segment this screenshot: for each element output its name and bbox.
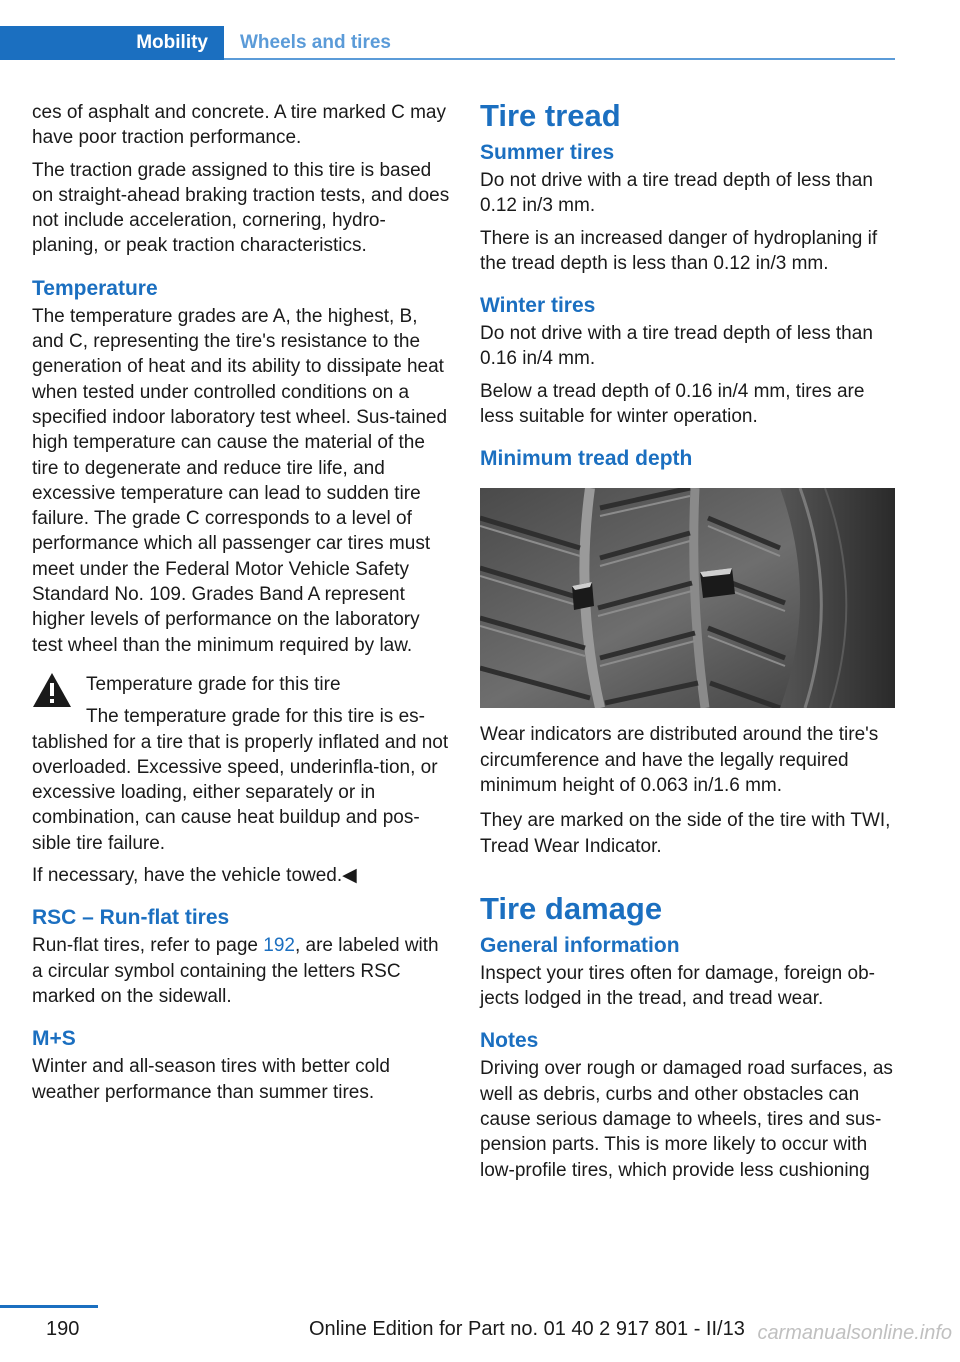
paragraph: Driving over rough or damaged road surfaces, as well as debris, curbs and other obstacles can cause serious damage to wheels, tires and sus‐pension parts. This is more likely to occur with low-profile tires, which provide less cushioning <box>480 1058 893 1181</box>
paragraph: ces of asphalt and concrete. A tire marked C may have poor traction performance. <box>32 102 446 149</box>
heading-tire-tread: Tire tread <box>480 98 621 133</box>
paragraph: There is an increased danger of hydroplaning if the tread depth is less than 0.12 in/3 mm. <box>480 227 878 274</box>
tire-tread-image <box>480 488 895 708</box>
right-column <box>480 100 898 1190</box>
paragraph: Winter and all-season tires with better cold weather performance than summer tires. <box>32 1056 390 1103</box>
warning-triangle-icon <box>32 672 72 708</box>
left-column <box>32 100 450 1112</box>
paragraph: The temperature grades are A, the highest, B, and C, representing the tire's resistance to the generation of heat and its ability to dissipate heat when tested under controlled conditions on a specified indoor laboratory test wheel. Sus‐tained high temperature can cause the material of the tire to degenerate and reduce tire life, and excessive temperature can lead to sudden tire failure. The grade C corresponds to a level of performance which all passenger car tires must meet under the Federal Motor Vehicle Safety Standard No. 109. Grades Band A represent higher levels of performance on the laboratory test wheel than the minimum required by law. <box>32 305 448 656</box>
section-tab[interactable]: Mobility <box>0 26 224 60</box>
heading-rsc: RSC – Run-flat tires <box>32 906 230 930</box>
paragraph-rsc <box>32 933 450 1009</box>
warning-end: If necessary, have the vehicle towed.◀ <box>32 865 357 887</box>
chapter-tab[interactable]: Wheels and tires <box>240 32 391 53</box>
heading-winter-tires: Winter tires <box>480 294 596 318</box>
warning-title: Temperature grade for this tire <box>86 673 341 695</box>
header-rule <box>224 58 895 60</box>
heading-notes: Notes <box>480 1029 539 1053</box>
page-link[interactable]: 192 <box>263 935 295 957</box>
footer-rule <box>0 1305 98 1308</box>
watermark: carmanualsonline.info <box>757 1322 952 1344</box>
heading-temperature: Temperature <box>32 276 158 300</box>
warning-note <box>32 672 450 888</box>
warning-body: tablished for a tire that is properly inflated and not overloaded. Excessive speed, underinfla‐tion, or excessive loading, either separately or in combination, can cause heat buildup and pos‐sible tire failure. <box>32 731 449 854</box>
paragraph: They are marked on the side of the tire with TWI, Tread Wear Indicator. <box>480 810 891 857</box>
page-number: 190 <box>46 1318 80 1340</box>
edition-text: Online Edition for Part no. 01 40 2 917 801 - II/13 <box>309 1318 745 1340</box>
rsc-text-pre: Run-flat tires, refer to page <box>32 935 264 957</box>
warning-body-lead: The temperature grade for this tire is es‐ <box>86 706 425 728</box>
rsc-text-post: , are labeled with a circular symbol containing the letters RSC marked on the sidewall. <box>32 935 439 1007</box>
heading-tire-damage: Tire damage <box>480 890 663 926</box>
heading-minimum-tread-depth: Minimum tread depth <box>480 447 693 471</box>
heading-general-information: General information <box>480 933 680 957</box>
heading-summer-tires: Summer tires <box>480 141 615 164</box>
paragraph: Below a tread depth of 0.16 in/4 mm, tires are less suitable for winter operation. <box>480 380 865 428</box>
paragraph: Do not drive with a tire tread depth of less than 0.12 in/3 mm. <box>480 170 873 217</box>
paragraph: The traction grade assigned to this tire is based on straight-ahead braking traction tests, and does not include acceleration, cornering, hydro‐planing, or peak traction characteristics. <box>32 159 450 257</box>
page-header <box>0 26 895 62</box>
paragraph: Do not drive with a tire tread depth of less than 0.16 in/4 mm. <box>480 323 873 370</box>
paragraph: Wear indicators are distributed around the tire's circumference and have the legally required minimum height of 0.063 in/1.6 mm. <box>480 724 879 796</box>
heading-ms: M+S <box>32 1027 76 1051</box>
paragraph: Inspect your tires often for damage, foreign ob‐jects lodged in the tread, and tread wear. <box>480 962 875 1010</box>
